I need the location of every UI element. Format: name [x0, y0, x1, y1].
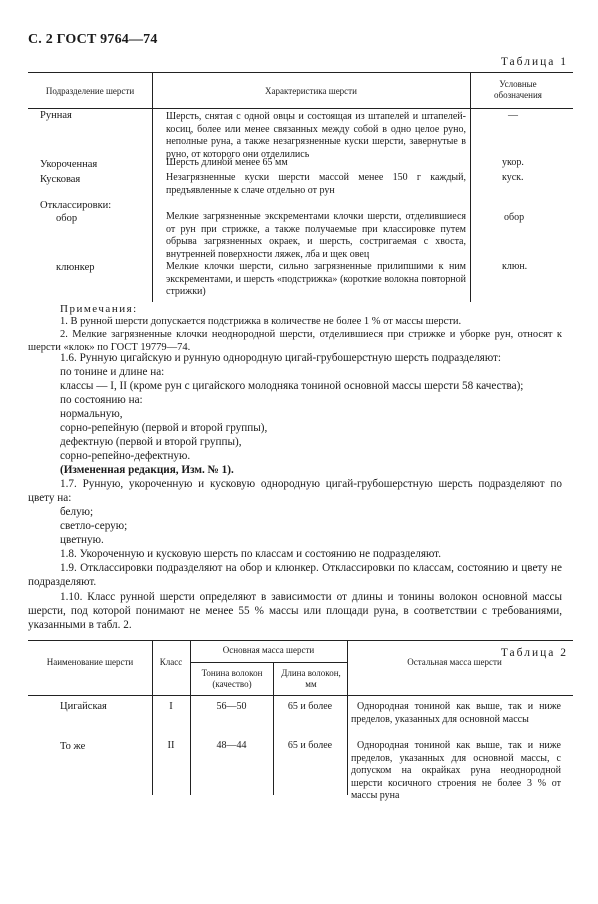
paragraph-line: цветную. — [60, 534, 104, 546]
table2-col-divider — [190, 640, 191, 795]
amendment-note: (Измененная редакция, Изм. № 1). — [60, 464, 234, 476]
table2-header-rest: Остальная масса шерсти — [407, 657, 502, 667]
table1-row-name: Укороченная — [40, 159, 98, 170]
table1-header-symbols: Условные обозначения — [494, 79, 542, 100]
table2-row-length: 65 и более — [287, 701, 333, 712]
table1-row-name: Кусковая — [40, 174, 81, 185]
table2-header-class: Класс — [159, 657, 183, 667]
table2-row-name: Цигайская — [60, 701, 107, 712]
paragraph-line: по состоянию на: — [60, 394, 143, 406]
paragraph-1-6: 1.6. Рунную цигайскую и рунную однородную цигай-грубошерстную шерсть подразделяют: — [60, 352, 502, 364]
table1-caption: Таблица 1 — [500, 56, 568, 68]
note-item: 1. В рунной шерсти допускается подстрижка в количестве не более 1 % от массы шерсти. — [60, 316, 462, 327]
table1-row-symbol: обор — [504, 212, 525, 223]
table1-row-symbol: — — [508, 110, 518, 121]
paragraph-line: классы — I, II (кроме рун с цигайского молодняка тониной основной массы шерсти 58 качества); — [60, 380, 524, 392]
table2-row-class: II — [167, 740, 175, 751]
table2-top-rule — [28, 640, 573, 641]
paragraph-line: сорно-репейную (первой и второй группы), — [60, 422, 268, 434]
table2-row-length: 65 и более — [287, 740, 333, 751]
table2-row-fineness: 56—50 — [216, 701, 247, 712]
table1-row-desc: Мелкие клочки шерсти, сильно загрязненные прилипшими к ним экскрементами, и шерсть «подстрижка» (короткие волокна повторной стрижки) — [166, 261, 466, 297]
table1-row-desc: Шерсть длиной менее 65 мм — [166, 157, 288, 168]
paragraph-line: по тонине и длине на: — [60, 366, 165, 378]
table2-header-length: Длина волокон, мм — [281, 668, 341, 689]
table2-header-name: Наименование шерсти — [46, 657, 134, 667]
table1-row-symbol: укор. — [502, 157, 524, 168]
table1-row-desc: Шерсть, снятая с одной овцы и состоящая из штапелей и штапелей-косиц, более или менее связанных между собой в одно целое руно, неполные руна, а также незагрязненные куски шерсти, завернутые в руно, от которого они отделились — [166, 111, 466, 160]
table2-row-class: I — [169, 701, 173, 712]
table2-subheader-rule — [190, 662, 347, 663]
table1-top-rule — [28, 72, 573, 73]
table2-col-divider — [273, 662, 274, 795]
table1-row-symbol: куск. — [502, 172, 524, 183]
table1-row-symbol: клюн. — [502, 261, 528, 272]
paragraph-1-7: 1.7. Рунную, укороченную и кусковую однородную цигай-грубошерстную шерсть подразделяют по цвету на: — [28, 478, 562, 504]
page-header: С. 2 ГОСТ 9764—74 — [28, 32, 158, 47]
table2-row-rest: Однородная тониной как выше, так и ниже пределов, указанных для основной массы — [351, 701, 561, 725]
table1-header-division: Подразделение шерсти — [45, 86, 135, 96]
table1-col-divider-1 — [152, 72, 153, 302]
paragraph-1-8: 1.8. Укороченную и кусковую шерсть по классам и состоянию не подразделяют. — [60, 548, 442, 560]
table2-row-fineness: 48—44 — [216, 740, 247, 751]
paragraph-line: дефектную (первой и второй группы), — [60, 436, 242, 448]
table1-header-rule — [28, 108, 573, 109]
table2-row-name: То же — [60, 741, 86, 752]
table2-row-rest: Однородная тониной как выше, так и ниже пределов, указанных для основной массы, с допуском на окрайках руна неоднородной шерсти косичного строения не более 3 % от массы руна — [351, 740, 561, 801]
table1-row-name: Отклассировки: — [40, 200, 112, 211]
paragraph-line: белую; — [60, 506, 94, 518]
table1-row-name: клюнкер — [56, 262, 95, 273]
paragraph-line: сорно-репейно-дефектную. — [60, 450, 191, 462]
table1-row-name: Рунная — [40, 110, 72, 121]
paragraph-1-9: 1.9. Отклассировки подразделяют на обор и клюнкер. Отклассировки по классам, состоянию и цвету не подразделяют. — [28, 562, 562, 588]
table2-header-rule — [28, 695, 573, 696]
table2-caption: Таблица 2 — [500, 647, 568, 659]
table2-header-fineness: Тонина волокон (качество) — [201, 668, 263, 689]
table2-header-main-mass: Основная масса шерсти — [222, 645, 315, 655]
paragraph-1-10: 1.10. Класс рунной шерсти определяют в зависимости от длины и тонины волокон основной массы шерсти, под которой понимают не менее 55 % массы или площади руна, в соответствии с требованиями, указанными в табл. 2. — [28, 591, 562, 631]
paragraph-line: нормальную, — [60, 408, 123, 420]
table1-row-desc: Незагрязненные куски шерсти массой менее 150 г каждый, предъявленные к слаче отдельно от рун — [166, 172, 466, 196]
note-item: 2. Мелкие загрязненные клочки неоднородной шерсти, отделившиеся при стрижке и уборке рун, относят к шерсти «клок» по ГОСТ 19779—74. — [28, 329, 562, 353]
table1-row-desc: Мелкие загрязненные экскрементами клочки шерсти, отделившиеся от рун при стрижке, а также получаемые при классировке путем обрыва загрязненных окраек, и шерсть, состригаемая с хвоста, внутренней поверхности ляжек, лба и щек овец — [166, 211, 466, 260]
table1-col-divider-2 — [470, 72, 471, 302]
table1-row-name: обор — [56, 213, 78, 224]
paragraph-line: светло-серую; — [60, 520, 128, 532]
notes-title: Примечания: — [60, 303, 138, 315]
table1-header-characteristic: Характеристика шерсти — [265, 86, 357, 96]
